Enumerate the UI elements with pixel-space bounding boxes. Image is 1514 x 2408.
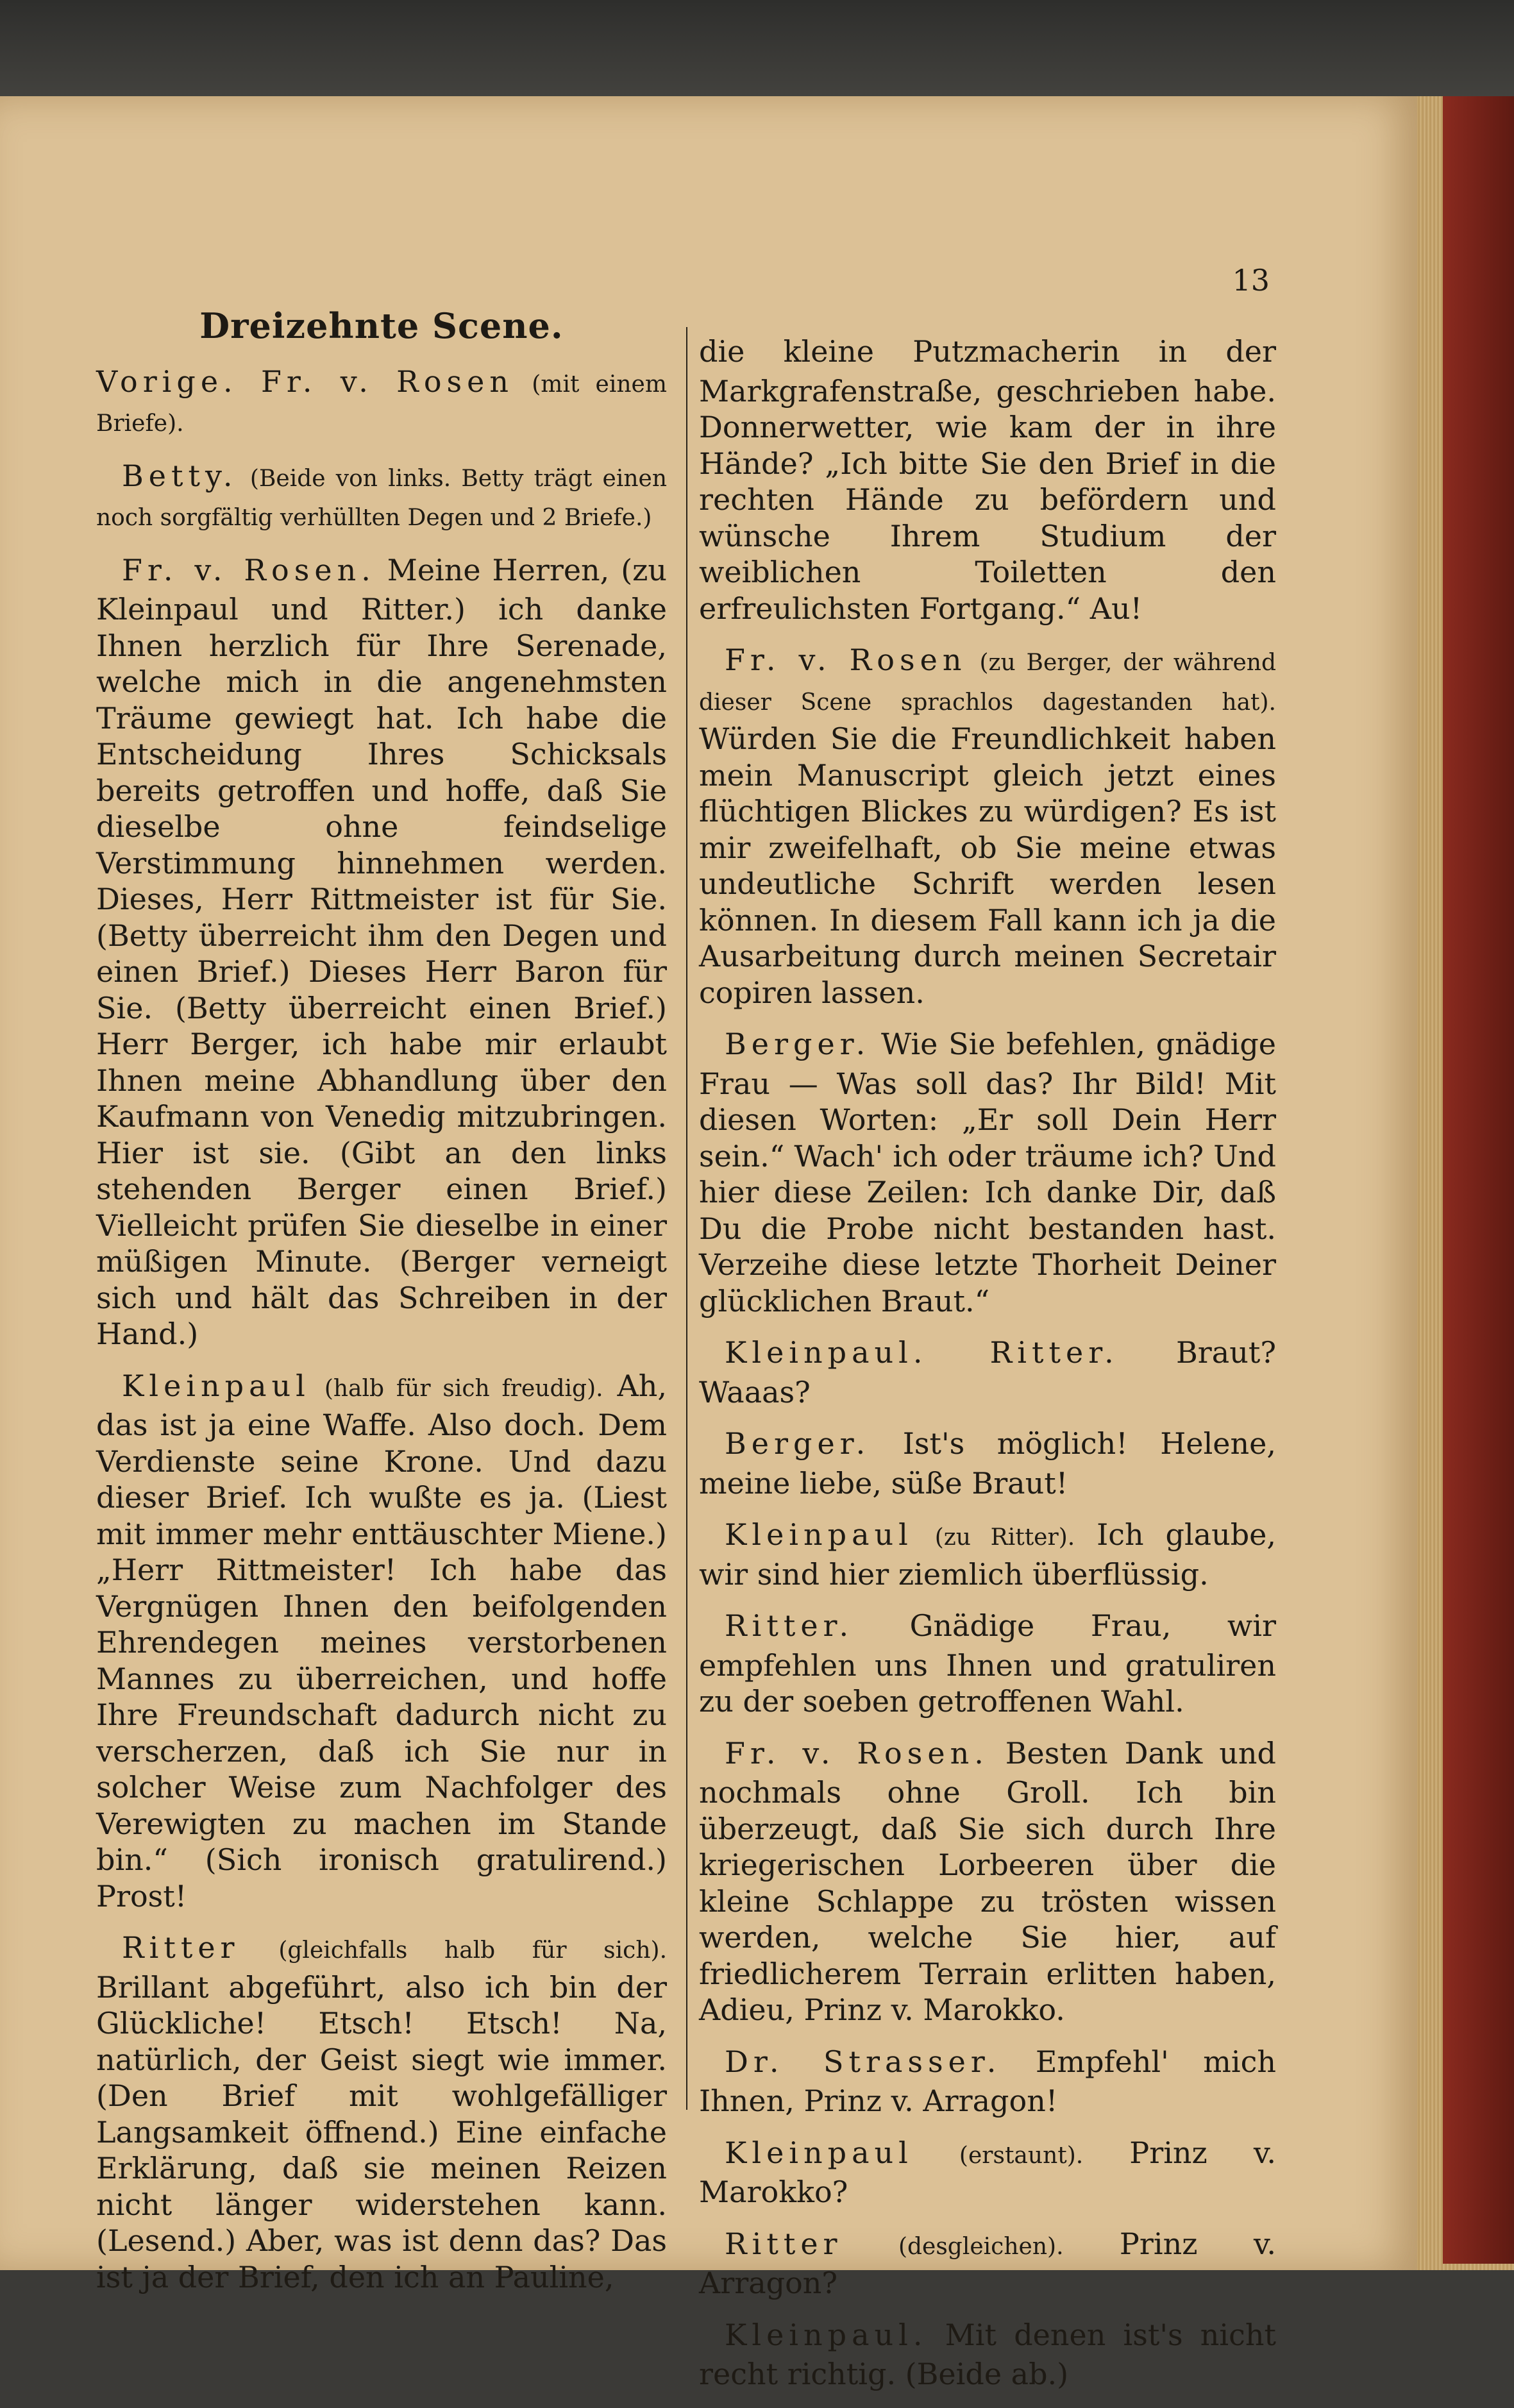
paragraph [699,1426,1276,1501]
dialogue: Wie Sie befehlen, gnädige Frau — Was soll das? Ihr Bild! Mit diesen Worten: „Er soll Dein Herr sein.“ Wach' ich oder träume ich? Und hier diese Zeilen: Ich danke Dir, daß Du die Probe nicht bestanden hast. Verzeihe diese letzte Thorheit Deiner glücklichen Braut.“ [699,1027,1276,1318]
dialogue: Besten Dank und nochmals ohne Groll. Ich bin überzeugt, daß Sie sich durch Ihre kriegerischen Lorbeeren über die kleine Schlappe zu trösten wissen werden, welche Sie hier, auf friedlicherem Terrain erlitten haben, Adieu, Prinz v. Marokko. [699,1735,1276,2027]
dialogue: Mit denen ist's nicht recht richtig. (Beide ab.) [699,2317,1277,2391]
dialogue: Gnädige Frau, wir empfehlen uns Ihnen und gratuliren zu der soeben getroffenen Wahl. [699,1608,1277,1719]
dialogue: Ist's möglich! Helene, meine liebe, süße Braut! [699,1426,1277,1501]
dialogue: Braut? Waaas? [699,1335,1276,1410]
right-column [699,333,1276,2408]
speaker: Kleinpaul. Ritter. [725,1335,1119,1370]
speaker: Berger. [725,1426,871,1461]
paragraph [96,364,667,442]
speaker: Dr. Strasser. [725,2044,1002,2079]
stage-direction: (zu Berger, der während dieser Scene sprachlos dagestanden hat). [699,650,1277,716]
dialogue: Prinz v. Arragon? [699,2226,1276,2300]
dialogue: Würden Sie die Freundlichkeit haben mein Manuscript gleich jetzt eines flüchtigen Blickes zu würdigen? Es ist mir zweifelhaft, ob Sie meine etwas undeutliche Schrift werden lesen können. In diesem Fall kann ich ja die Ausarbeitung durch meinen Secretair copiren lassen. [699,721,1276,1010]
column-divider [686,327,687,2110]
dialogue: Meine Herren, (zu Kleinpaul und Ritter.) ich danke Ihnen herzlich für Ihre Serenade, welche mich in die angenehmsten Träume gewiegt hat. Ich habe die Entscheidung Ihres Schicksals bereits getroffen und hoffe, daß Sie dieselbe ohne feindselige Verstimmung hinnehmen werden. Dieses, Herr Rittmeister ist für Sie. (Betty überreicht ihm den Degen und einen Brief.) Dieses Herr Baron für Sie. (Betty überreicht einen Brief.) Herr Berger, ich habe mir erlaubt Ihnen meine Abhandlung über den Kaufmann von Venedig mitzubringen. Hier ist sie. (Gibt an den links stehenden Berger einen Brief.) Vielleicht prüfen Sie dieselbe in einer müßigen Minute. (Berger verneigt sich und hält das Schreiben in der Hand.) [96,552,668,1351]
paragraph [699,2135,1276,2210]
stage-direction: (mit einem Briefe). [96,371,667,437]
speaker: Ritter [725,2226,843,2261]
dialogue: Ah, das ist ja eine Waffe. Also doch. Dem Verdienste seine Krone. Und dazu dieser Brief. Ich wußte es ja. (Liest mit immer mehr enttäuschter Miene.) „Herr Rittmeister! Ich habe das Vergnügen Ihnen den beifolgenden Ehrendegen meines verstorbenen Mannes zu überreichen, und hoffe Ihre Freundschaft dadurch nicht zu verscherzen, daß ich Sie nur in solcher Weise zum Nachfolger des Verewigten zu machen im Stande bin.“ (Sich ironisch gratulirend.) Prost! [96,1368,668,1914]
stage-direction: (Beide von links. Betty trägt einen noch sorgfältig verhüllten Degen und 2 Briefe.) [96,465,668,531]
speaker: Vorige. Fr. v. Rosen [96,364,514,399]
left-column [96,305,668,2311]
speaker: Kleinpaul [725,1517,913,1552]
scene-title: Dreizehnte Scene. [199,305,564,346]
page-number: 13 [1232,263,1270,298]
stage-direction: (erstaunt). [959,2142,1084,2169]
book-cover [1443,96,1514,2264]
stage-direction: (zu Ritter). [934,1524,1075,1551]
paragraph [699,642,1276,1011]
speaker: Kleinpaul. [725,2317,928,2352]
stage-direction: (halb für sich freudig). [324,1375,603,1402]
paragraph [699,2044,1276,2119]
stage-direction: (desgleichen). [898,2233,1064,2260]
paragraph [699,1026,1276,1319]
stage-direction: (gleichfalls halb für sich). [278,1937,668,1964]
speaker: Betty. [122,458,238,493]
paragraph [96,1930,667,2295]
paragraph [699,2226,1276,2302]
speaker: Fr. v. Rosen. [725,1735,989,1771]
paragraph [699,1517,1276,1592]
paragraph [699,333,1276,627]
paragraph [96,458,667,537]
dialogue: Empfehl' mich Ihnen, Prinz v. Arragon! [699,2044,1277,2118]
paragraph [699,1735,1276,2028]
dialogue: Brillant abgeführt, also ich bin der Glückliche! Etsch! Etsch! Na, natürlich, der Geist siegt wie immer. (Den Brief mit wohlgefälliger Langsamkeit öffnend.) Eine einfache Erklärung, daß sie meinen Reizen nicht länger widerstehen kann. (Lesend.) Aber, was ist denn das? Das ist ja der Brief, den ich an Pauline, [96,1969,667,2294]
paragraph [96,552,667,1352]
speaker: Ritter. [725,1608,854,1643]
speaker: Berger. [725,1027,871,1061]
background-top [0,0,1514,103]
speaker: Fr. v. Rosen. [122,552,376,587]
paragraph [699,1608,1276,1720]
dialogue: Prinz v. Marokko? [699,2135,1277,2209]
dialogue: Ich glaube, wir sind hier ziemlich überflüssig. [699,1517,1276,1592]
speaker: Fr. v. Rosen [725,643,967,677]
paragraph [699,1335,1276,1410]
speaker: Kleinpaul [725,2135,913,2170]
dialogue: die kleine Putzmacherin in der Markgrafenstraße, geschrieben habe. Donnerwetter, wie kam der in ihre Hände? „Ich bitte Sie den Brief in die rechten Hände zu befördern und wünsche Ihrem Studium der weiblichen Toiletten den erfreulichsten Fortgang.“ Au! [699,334,1276,626]
speaker: Kleinpaul [122,1368,310,1403]
speaker: Ritter [122,1930,240,1965]
paragraph [96,1368,667,1915]
